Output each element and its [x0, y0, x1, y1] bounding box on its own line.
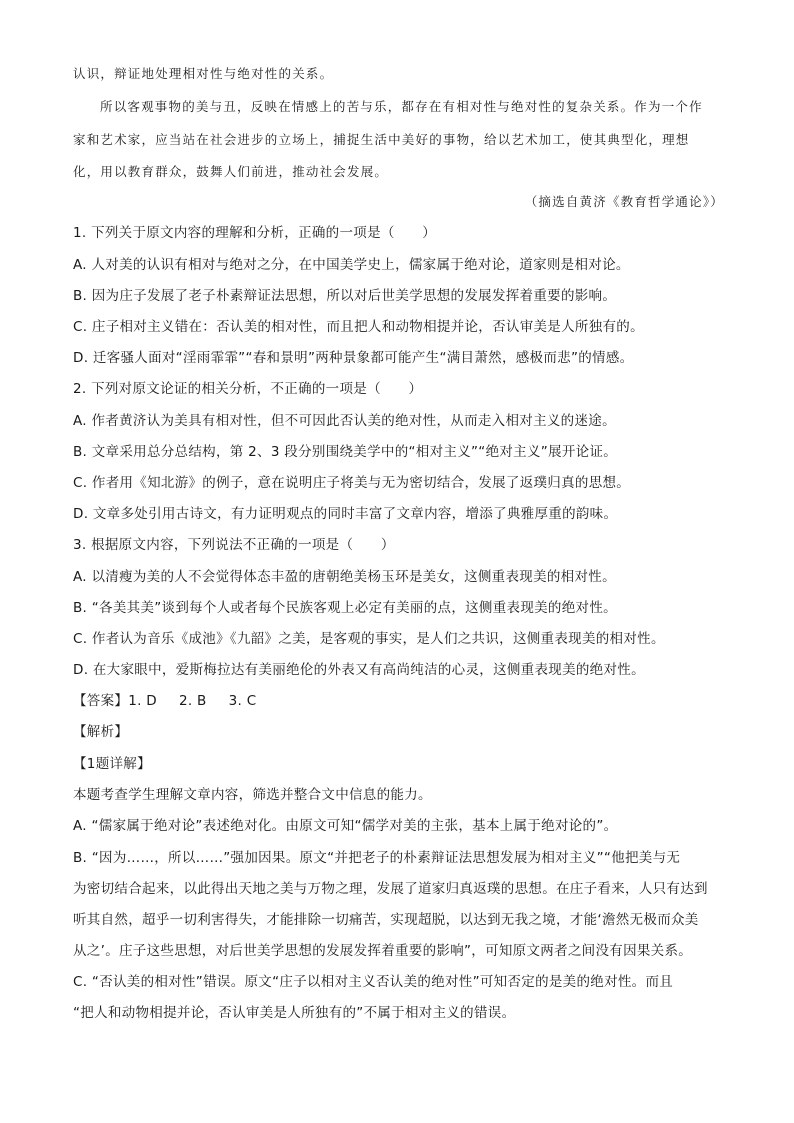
question-option: D. 在大家眼中，爱斯梅拉达有美丽绝伦的外表又有高尚纯洁的心灵，这侧重表现美的绝对性。 — [73, 662, 645, 678]
question-stem: 2. 下列对原文论证的相关分析，不正确的一项是（ ） — [73, 381, 423, 397]
answer-1: 1. D — [128, 693, 157, 709]
answer-row — [73, 691, 256, 711]
analysis-line: 从之’。庄子这些思想，对后世美学思想的发展发挥着重要的影响”，可知原文两者之间没有因果关系。 — [73, 943, 693, 959]
question-option: B. “各美其美”谈到每个人或者每个民族客观上必定有美丽的点，这侧重表现美的绝对性。 — [73, 600, 617, 616]
question-stem: 3. 根据原文内容，下列说法不正确的一项是（ ） — [73, 537, 395, 553]
passage-source: （摘选自黄济《教育哲学通论》） — [524, 194, 724, 209]
analysis-line: 本题考查学生理解文章内容，筛选并整合文中信息的能力。 — [73, 787, 432, 803]
analysis-line: “把人和动物相提并论，否认审美是人所独有的”不属于相对主义的错误。 — [73, 1005, 516, 1021]
analysis-line: 听其自然，超乎一切利害得失，才能排除一切痛苦，实现超脱，以达到无我之境，才能‘澹然无极而众美 — [73, 912, 699, 928]
analysis-line: C. “否认美的相对性”错误。原文“庄子以相对主义否认美的绝对性”可知否定的是美的绝对性。而且 — [73, 974, 674, 990]
passage-line: 所以客观事物的美与丑，反映在情感上的苦与乐，都存在有相对性与绝对性的复杂关系。作为一个作 — [100, 99, 703, 114]
answer-label: 【答案】 — [73, 693, 129, 709]
question-option: A. 人对美的认识有相对与绝对之分，在中国美学史上，儒家属于绝对论，道家则是相对论。 — [73, 257, 630, 273]
question-option: D. 迁客骚人面对“淫雨霏霏”“春和景明”两种景象都可能产生“满目萧然，感极而悲”的情感。 — [73, 350, 634, 366]
passage-line: 认识，辩证地处理相对性与绝对性的关系。 — [73, 66, 334, 81]
question-option: A. 作者黄济认为美具有相对性，但不可因此否认美的绝对性，从而走入相对主义的迷途。 — [73, 413, 616, 429]
question-option: A. 以清瘦为美的人不会觉得体态丰盈的唐朝绝美杨玉环是美女，这侧重表现美的相对性。 — [73, 569, 616, 585]
analysis-line: 为密切结合起来，以此得出天地之美与万物之理，发展了道家归真返璞的思想。在庄子看来，人只有达到 — [73, 881, 708, 897]
analysis-label: 【解析】 — [73, 724, 129, 740]
question-option: B. 因为庄子发展了老子朴素辩证法思想，所以对后世美学思想的发展发挥着重要的影响。 — [73, 288, 617, 304]
question-option: C. 庄子相对主义错在：否认美的相对性，而且把人和动物相提并论，否认审美是人所独有的。 — [73, 319, 644, 335]
answer-3: 3. C — [228, 693, 257, 709]
question-option: C. 作者认为音乐《成池》《九韶》之美，是客观的事实，是人们之共识，这侧重表现美的相对性。 — [73, 631, 665, 647]
passage-line: 化，用以教育群众，鼓舞人们前进，推动社会发展。 — [73, 164, 389, 179]
detail-label: 【1题详解】 — [73, 756, 151, 772]
question-option: B. 文章采用总分总结构，第 2、3 段分别围绕美学中的“相对主义”“绝对主义”展开论证。 — [73, 444, 618, 460]
analysis-line: B. “因为……，所以……”强加因果。原文“并把老子的朴素辩证法思想发展为相对主义”“他把美与无 — [73, 850, 681, 866]
question-option: D. 文章多处引用古诗文，有力证明观点的同时丰富了文章内容，增添了典雅厚重的韵味。 — [73, 506, 618, 522]
passage-line: 家和艺术家，应当站在社会进步的立场上，捕捉生活中美好的事物，给以艺术加工，使其典型化，理想 — [73, 132, 690, 147]
analysis-line: A. “儒家属于绝对论”表述绝对化。由原文可知“儒学对美的主张，基本上属于绝对论的”。 — [73, 818, 618, 834]
answer-2: 2. B — [178, 693, 207, 709]
question-stem: 1. 下列关于原文内容的理解和分析，正确的一项是（ ） — [73, 225, 437, 241]
question-option: C. 作者用《知北游》的例子，意在说明庄子将美与无为密切结合，发展了返璞归真的思想。 — [73, 475, 631, 491]
